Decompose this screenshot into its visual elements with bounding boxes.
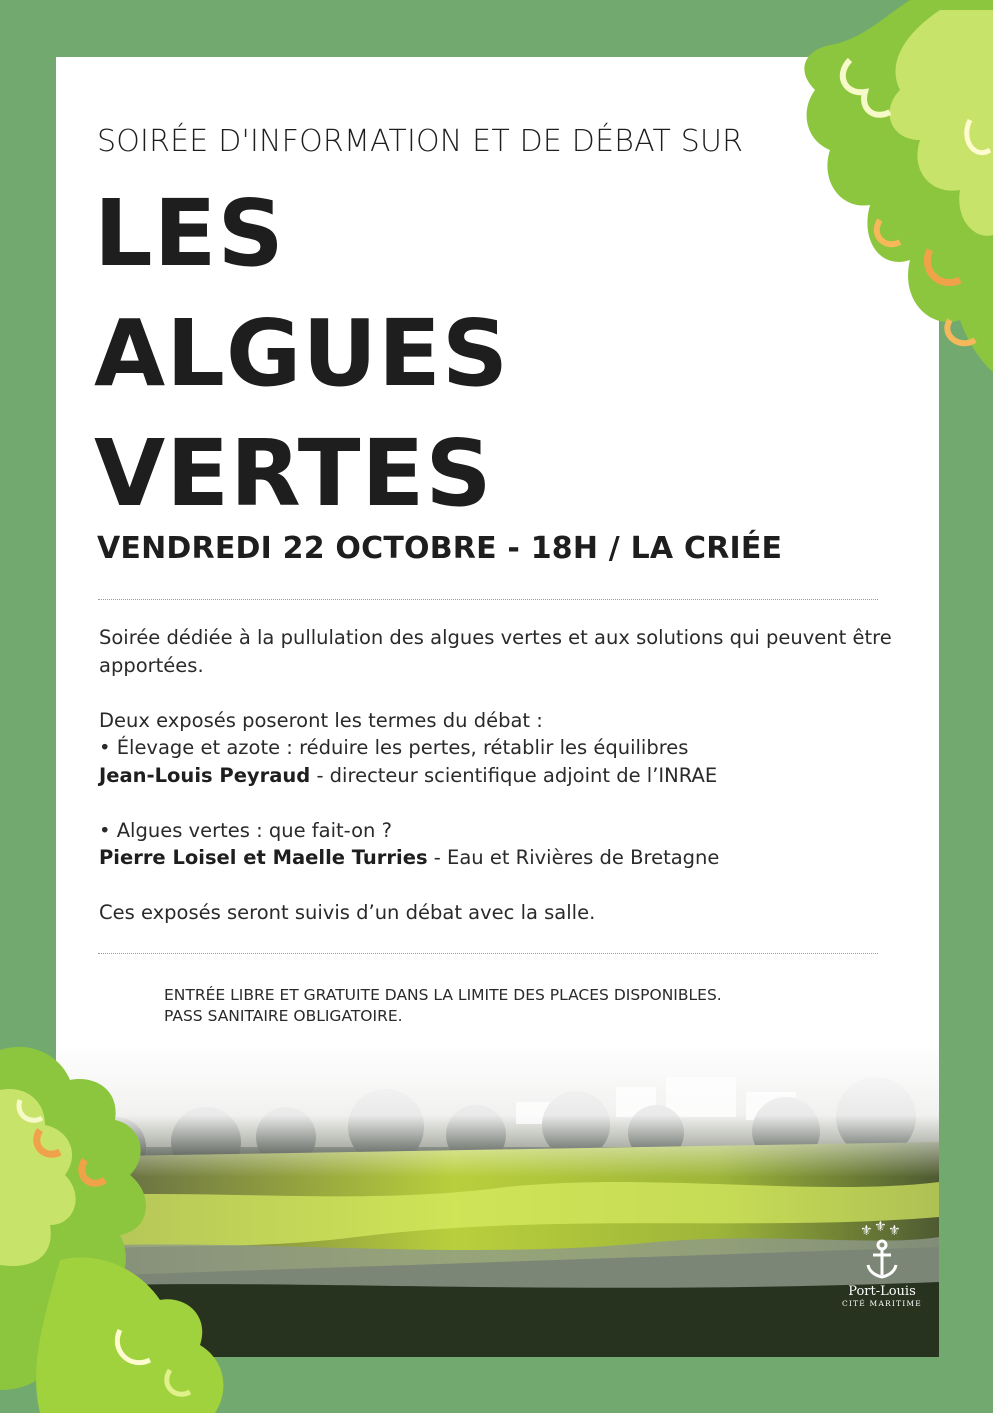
bottom-divider — [98, 953, 878, 954]
anchor-crest-icon — [852, 1219, 912, 1281]
talks-intro: Deux exposés poseront les termes du débat : — [99, 708, 543, 732]
entry-notice-line-2: PASS SANITAIRE OBLIGATOIRE. — [164, 1007, 403, 1025]
title-line-2: ALGUES — [94, 300, 510, 407]
algae-bottom-left-decoration — [0, 1030, 240, 1413]
talk-2-speaker-line — [99, 844, 899, 872]
algae-top-right-decoration — [790, 0, 993, 380]
talk-1-title: • Élevage et azote : réduire les pertes, rétablir les équilibres — [99, 736, 689, 759]
top-divider — [98, 599, 878, 600]
title-line-3: VERTES — [94, 420, 493, 527]
entry-notice — [164, 985, 722, 1027]
title-line-1: LES — [94, 180, 285, 287]
logo-subtitle: CITÉ MARITIME — [842, 1299, 922, 1308]
entry-notice-line-1: ENTRÉE LIBRE ET GRATUITE DANS LA LIMITE DES PLACES DISPONIBLES. — [164, 986, 722, 1004]
svg-text:⚜: ⚜ — [874, 1219, 887, 1235]
port-louis-logo — [836, 1219, 928, 1339]
closing-paragraph: Ces exposés seront suivis d’un débat avec la salle. — [99, 901, 596, 924]
talk-2-speaker: Pierre Loisel et Maelle Turries — [99, 846, 428, 869]
talk-1-speaker-line — [99, 762, 899, 790]
talk-2-title: • Algues vertes : que fait-on ? — [99, 818, 392, 842]
event-description — [99, 624, 899, 927]
talk-1-role: - directeur scientifique adjoint de l’INRAE — [310, 763, 718, 787]
event-kicker: SOIRÉE D'INFORMATION ET DE DÉBAT SUR — [97, 124, 744, 159]
event-title — [94, 174, 509, 534]
event-dateline: VENDREDI 22 OCTOBRE - 18H / LA CRIÉE — [97, 531, 783, 566]
svg-text:⚜: ⚜ — [888, 1223, 901, 1239]
talk-1-speaker: Jean-Louis Peyraud — [99, 763, 311, 787]
svg-text:⚜: ⚜ — [860, 1223, 873, 1239]
talk-2-role: - Eau et Rivières de Bretagne — [427, 846, 720, 869]
intro-paragraph: Soirée dédiée à la pullulation des algues vertes et aux solutions qui peuvent être apportées. — [99, 626, 892, 677]
logo-name: Port-Louis — [848, 1284, 916, 1299]
